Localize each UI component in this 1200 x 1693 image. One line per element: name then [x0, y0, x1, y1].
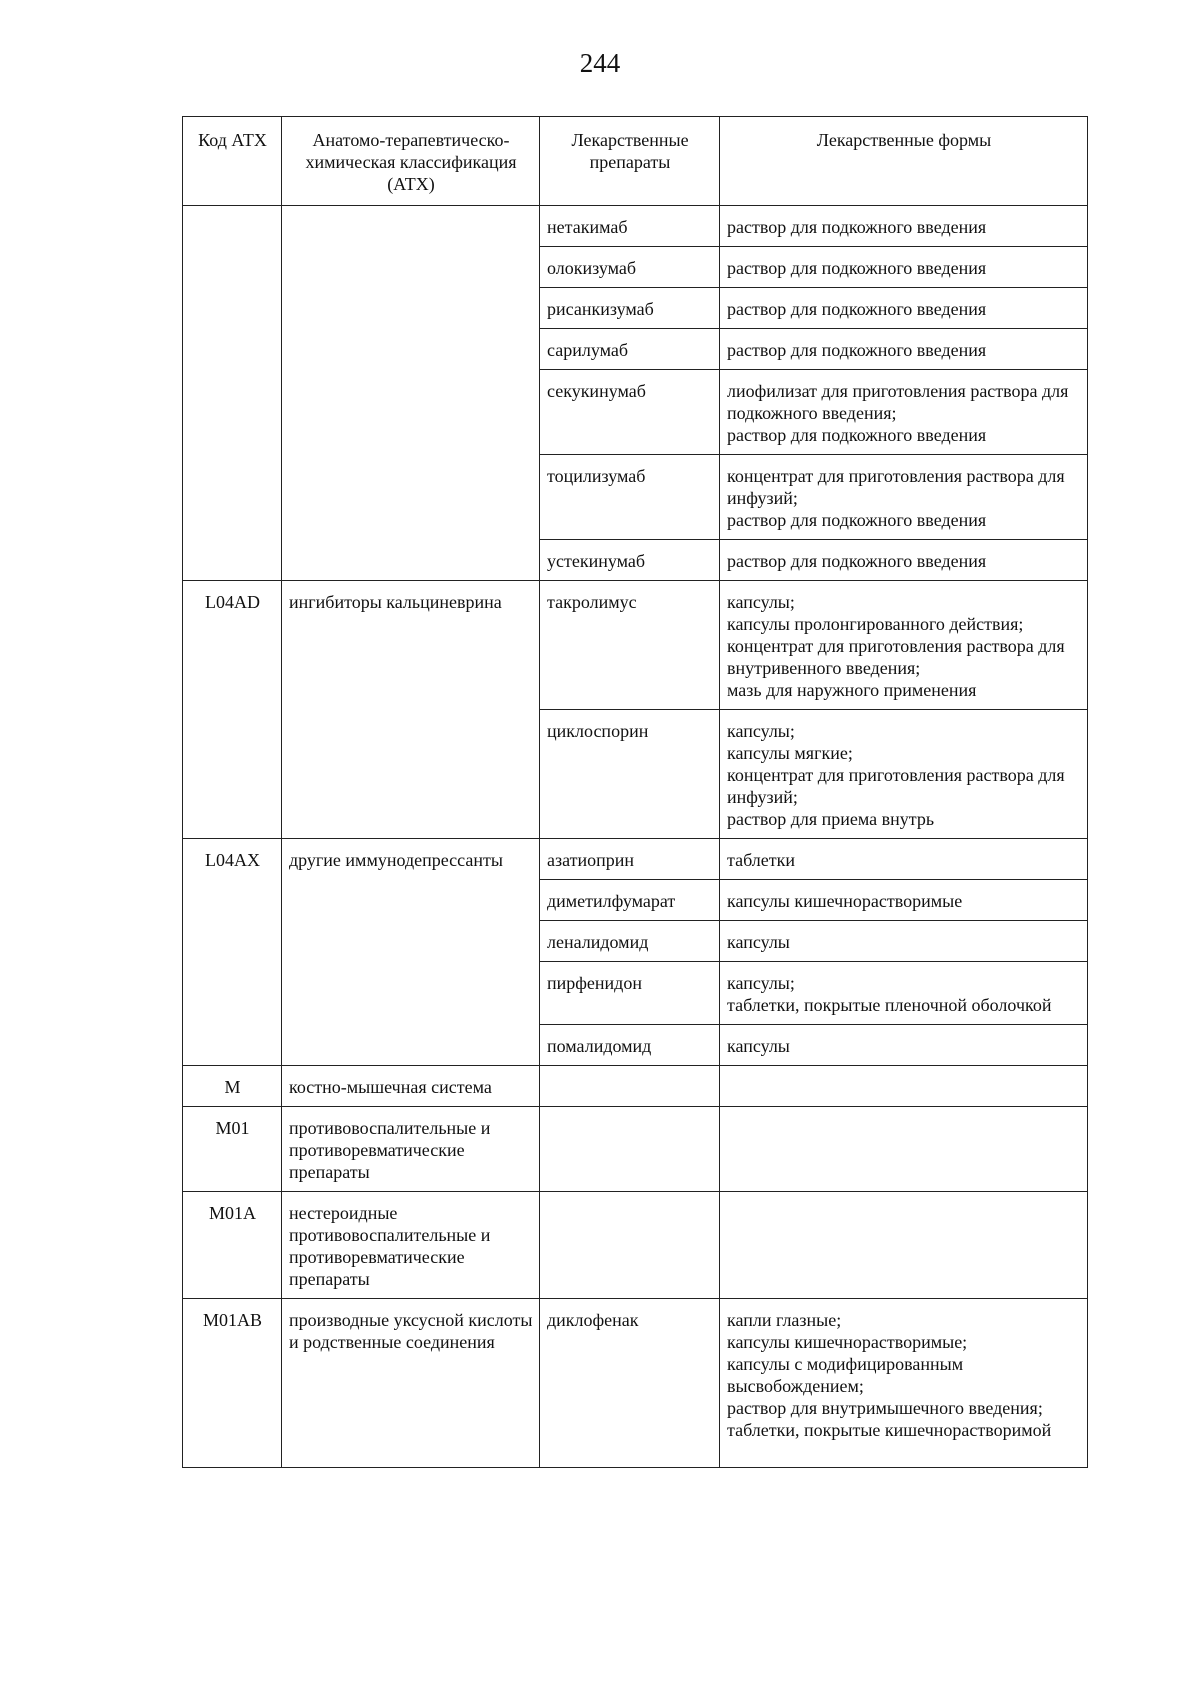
atx-classification-cell	[282, 455, 540, 540]
table-header-row	[183, 117, 1088, 206]
drug-name-cell: тоцилизумаб	[540, 455, 720, 540]
atx-code-cell	[183, 455, 282, 540]
table-row	[183, 1025, 1088, 1066]
dosage-form-line: мазь для наружного применения	[727, 680, 977, 700]
drug-name-cell: диметилфумарат	[540, 880, 720, 921]
drug-name-cell: нетакимаб	[540, 206, 720, 247]
dosage-form-line: капсулы с модифицированным высвобождением;	[727, 1354, 964, 1396]
drug-name-cell	[540, 1107, 720, 1192]
drug-name-cell: такролимус	[540, 581, 720, 710]
dosage-form-line: таблетки, покрытые пленочной оболочкой	[727, 995, 1052, 1015]
dosage-forms-cell	[720, 839, 1088, 880]
table-row	[183, 206, 1088, 247]
dosage-forms-cell	[720, 247, 1088, 288]
table-row	[183, 710, 1088, 839]
table-row	[183, 247, 1088, 288]
atx-classification-cell	[282, 880, 540, 921]
atx-classification-cell	[282, 206, 540, 247]
dosage-form-line: капсулы;	[727, 592, 795, 612]
atx-classification-cell	[282, 962, 540, 1025]
atx-classification-cell	[282, 921, 540, 962]
atx-code-cell	[183, 370, 282, 455]
atx-code-cell: M	[183, 1066, 282, 1107]
atx-code-cell: L04AX	[183, 839, 282, 880]
dosage-form-line: раствор для подкожного введения	[727, 340, 987, 360]
table-row	[183, 1107, 1088, 1192]
header-code: Код АТХ	[183, 117, 282, 206]
dosage-form-line: раствор для подкожного введения	[727, 258, 987, 278]
dosage-form-line: капсулы пролонгированного действия;	[727, 614, 1024, 634]
atx-classification-cell: костно-мышечная система	[282, 1066, 540, 1107]
dosage-form-line: раствор для подкожного введения	[727, 425, 987, 445]
dosage-forms-cell	[720, 288, 1088, 329]
table-row	[183, 1066, 1088, 1107]
header-drugs: Лекарственные препараты	[540, 117, 720, 206]
dosage-form-line: концентрат для приготовления раствора для внутривенного введения;	[727, 636, 1065, 678]
drug-name-cell: леналидомид	[540, 921, 720, 962]
atx-classification-cell: ингибиторы кальциневрина	[282, 581, 540, 710]
drug-name-cell: устекинумаб	[540, 540, 720, 581]
atx-code-cell	[183, 206, 282, 247]
atx-classification-cell: нестероидные противовоспалительные и противоревматические препараты	[282, 1192, 540, 1299]
atx-code-cell: L04AD	[183, 581, 282, 710]
dosage-form-line: капсулы кишечнорастворимые	[727, 891, 963, 911]
table-row	[183, 839, 1088, 880]
table-row	[183, 962, 1088, 1025]
atx-classification-cell	[282, 288, 540, 329]
table-row	[183, 1192, 1088, 1299]
dosage-form-line: капсулы;	[727, 721, 795, 741]
atx-table	[182, 116, 1088, 1468]
atx-code-cell	[183, 288, 282, 329]
atx-classification-cell	[282, 370, 540, 455]
drug-name-cell: пирфенидон	[540, 962, 720, 1025]
table-body	[183, 206, 1088, 1468]
drug-name-cell: олокизумаб	[540, 247, 720, 288]
table-row	[183, 288, 1088, 329]
atx-code-cell: M01	[183, 1107, 282, 1192]
atx-classification-cell: другие иммунодепрессанты	[282, 839, 540, 880]
atx-classification-cell	[282, 247, 540, 288]
atx-classification-cell: противовоспалительные и противоревматические препараты	[282, 1107, 540, 1192]
dosage-forms-cell	[720, 1107, 1088, 1192]
atx-classification-cell	[282, 329, 540, 370]
dosage-form-line: раствор для подкожного введения	[727, 299, 987, 319]
atx-code-cell	[183, 329, 282, 370]
dosage-forms-cell	[720, 1066, 1088, 1107]
dosage-forms-cell	[720, 540, 1088, 581]
atx-code-cell	[183, 1025, 282, 1066]
dosage-form-line: концентрат для приготовления раствора для инфузий;	[727, 765, 1065, 807]
atx-code-cell	[183, 540, 282, 581]
dosage-forms-cell	[720, 1299, 1088, 1468]
dosage-forms-cell	[720, 206, 1088, 247]
dosage-forms-cell	[720, 1192, 1088, 1299]
dosage-form-line: капсулы;	[727, 973, 795, 993]
dosage-form-line: капсулы мягкие;	[727, 743, 853, 763]
drug-name-cell: рисанкизумаб	[540, 288, 720, 329]
dosage-form-line: раствор для внутримышечного введения;	[727, 1398, 1043, 1418]
table-row	[183, 880, 1088, 921]
drug-name-cell	[540, 1066, 720, 1107]
dosage-form-line: лиофилизат для приготовления раствора для подкожного введения;	[727, 381, 1069, 423]
drug-name-cell: секукинумаб	[540, 370, 720, 455]
header-classification: Анатомо-терапевтическо-химическая классификация (АТХ)	[282, 117, 540, 206]
table-row	[183, 370, 1088, 455]
atx-code-cell: M01A	[183, 1192, 282, 1299]
atx-code-cell	[183, 962, 282, 1025]
atx-code-cell	[183, 880, 282, 921]
dosage-forms-cell	[720, 581, 1088, 710]
dosage-forms-cell	[720, 370, 1088, 455]
atx-classification-cell	[282, 1025, 540, 1066]
dosage-forms-cell	[720, 921, 1088, 962]
atx-classification-cell	[282, 710, 540, 839]
dosage-forms-cell	[720, 880, 1088, 921]
dosage-form-line: таблетки	[727, 850, 796, 870]
dosage-form-line: капсулы	[727, 932, 790, 952]
dosage-forms-cell	[720, 329, 1088, 370]
dosage-form-line: капсулы кишечнорастворимые;	[727, 1332, 968, 1352]
dosage-form-line: капсулы	[727, 1036, 790, 1056]
atx-classification-cell	[282, 540, 540, 581]
dosage-form-line: раствор для приема внутрь	[727, 809, 935, 829]
dosage-form-line: концентрат для приготовления раствора для инфузий;	[727, 466, 1065, 508]
dosage-form-line: раствор для подкожного введения	[727, 510, 987, 530]
table-row	[183, 581, 1088, 710]
table-row	[183, 455, 1088, 540]
drug-name-cell: диклофенак	[540, 1299, 720, 1468]
atx-classification-cell: производные уксусной кислоты и родственные соединения	[282, 1299, 540, 1468]
table-row	[183, 329, 1088, 370]
drug-name-cell	[540, 1192, 720, 1299]
dosage-form-line: капли глазные;	[727, 1310, 842, 1330]
header-forms: Лекарственные формы	[720, 117, 1088, 206]
drug-name-cell: азатиоприн	[540, 839, 720, 880]
page-number: 244	[579, 48, 621, 78]
drug-name-cell: циклоспорин	[540, 710, 720, 839]
atx-code-cell	[183, 710, 282, 839]
atx-code-cell	[183, 921, 282, 962]
dosage-form-line: раствор для подкожного введения	[727, 551, 987, 571]
drug-name-cell: помалидомид	[540, 1025, 720, 1066]
table-row	[183, 921, 1088, 962]
table-row	[183, 1299, 1088, 1468]
dosage-forms-cell	[720, 710, 1088, 839]
table-row	[183, 540, 1088, 581]
dosage-forms-cell	[720, 962, 1088, 1025]
dosage-form-line: раствор для подкожного введения	[727, 217, 987, 237]
drug-name-cell: сарилумаб	[540, 329, 720, 370]
dosage-form-line: таблетки, покрытые кишечнорастворимой	[727, 1420, 1052, 1440]
dosage-forms-cell	[720, 455, 1088, 540]
atx-code-cell	[183, 247, 282, 288]
dosage-forms-cell	[720, 1025, 1088, 1066]
atx-code-cell: M01AB	[183, 1299, 282, 1468]
